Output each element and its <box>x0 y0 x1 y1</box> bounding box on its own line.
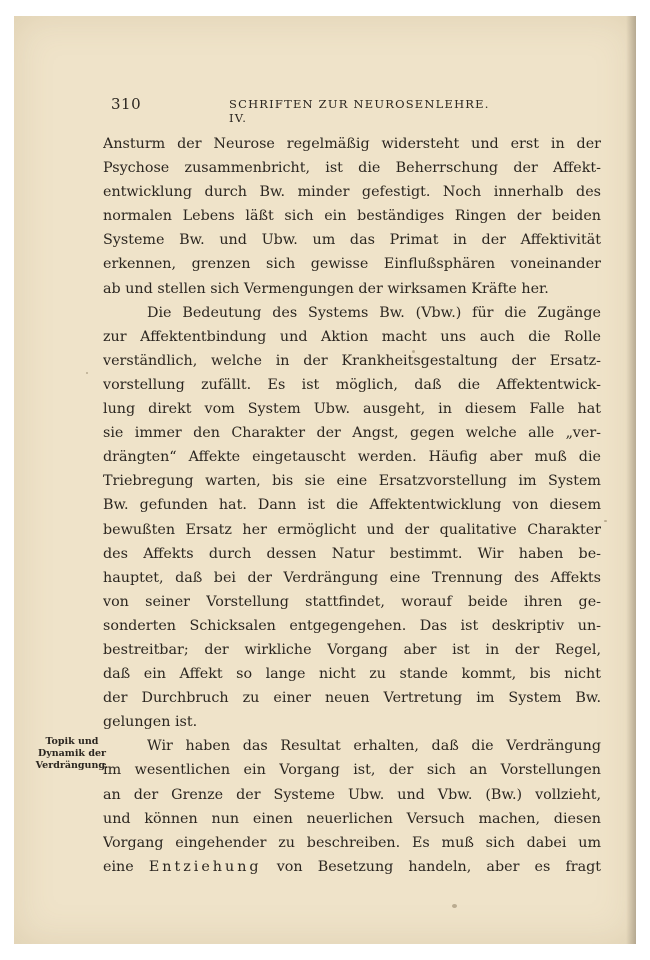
text-line: an der Grenze der Systeme Ubw. und Vbw. (Bw.) vollzieht, <box>103 786 601 803</box>
text-line: sie immer den Charakter der Angst, gegen welche alle „ver- <box>103 425 601 442</box>
text-segment: eine <box>103 858 134 875</box>
text-line: gelungen ist. <box>103 714 198 731</box>
text-line: erkennen, grenzen sich gewisse Einflußsphären voneinander <box>103 256 601 273</box>
paper-speck <box>604 520 607 522</box>
margin-note-line: Topik und <box>45 736 99 747</box>
text-line: Vorgang eingehender zu beschreiben. Es muß sich dabei um <box>103 834 601 851</box>
text-line: der Durchbruch zu einer neuen Vertretung im System Bw. <box>103 690 601 707</box>
text-line: entwicklung durch Bw. minder gefestigt. Noch innerhalb des <box>103 184 601 201</box>
text-line: ab und stellen sich Vermengungen der wirksamen Kräfte her. <box>103 280 549 297</box>
text-line: daß ein Affekt so lange nicht zu stande kommt, bis nicht <box>103 666 601 683</box>
text-line: sonderten Schicksalen entgegengehen. Das ist deskriptiv un- <box>103 617 601 634</box>
running-title: SCHRIFTEN ZUR NEUROSENLEHRE. IV. <box>229 97 490 125</box>
paper-speck <box>452 904 457 908</box>
page-number: 310 <box>111 95 142 113</box>
text-line: bewußten Ersatz her ermöglicht und der qualitative Charakter <box>103 521 601 538</box>
text-line: vorstellung zufällt. Es ist möglich, daß die Affektentwick- <box>103 376 601 393</box>
text-line: verständlich, welche in der Krankheitsgestaltung der Ersatz- <box>103 352 601 369</box>
text-line: Wir haben das Resultat erhalten, daß die Verdrängung <box>147 738 601 755</box>
margin-note-line: Dynamik der <box>37 748 107 759</box>
text-line: normalen Lebens läßt sich ein beständiges Ringen der beiden <box>103 208 601 225</box>
text-line: des Affekts durch dessen Natur bestimmt. Wir haben be- <box>103 545 601 562</box>
text-line: Ansturm der Neurose regelmäßig widersteht und erst in der <box>103 136 601 152</box>
text-line: im wesentlichen ein Vorgang ist, der sich an Vorstellungen <box>103 762 601 779</box>
text-segment: von Besetzung handeln, aber es fragt <box>276 858 601 875</box>
spaced-emphasis: Entziehung <box>148 858 262 875</box>
text-line: und können nun einen neuerlichen Versuch machen, diesen <box>103 810 601 827</box>
text-line: von seiner Vorstellung stattfindet, worauf beide ihren ge- <box>103 593 601 610</box>
text-line: Bw. gefunden hat. Dann ist die Affektentwicklung von diesem <box>103 497 601 514</box>
text-line: Die Bedeutung des Systems Bw. (Vbw.) für die Zugänge <box>147 304 601 321</box>
text-line: lung direkt vom System Ubw. ausgeht, in diesem Falle hat <box>103 401 601 418</box>
margin-note-line: Verdrängung. <box>35 760 109 771</box>
page-header <box>111 93 511 125</box>
text-line: hauptet, daß bei der Verdrängung eine Trennung des Affekts <box>103 569 601 586</box>
margin-note <box>30 736 114 772</box>
text-line: bestreitbar; der wirkliche Vorgang aber ist in der Regel, <box>103 641 601 658</box>
page-edge-shadow <box>626 16 636 944</box>
text-line <box>103 855 601 879</box>
paper-speck <box>86 372 88 374</box>
text-line: drängten“ Affekte eingetauscht werden. Häufig aber muß die <box>103 449 601 466</box>
paper-speck <box>412 350 415 353</box>
text-line: zur Affektentbindung und Aktion macht uns auch die Rolle <box>103 328 601 345</box>
text-line: Triebregung warten, bis sie eine Ersatzvorstellung im System <box>103 473 601 490</box>
text-line: Systeme Bw. und Ubw. um das Primat in der Affektivität <box>103 232 601 249</box>
body-text <box>103 132 601 879</box>
text-line: Psychose zusammenbricht, ist die Beherrschung der Affekt- <box>103 160 601 177</box>
